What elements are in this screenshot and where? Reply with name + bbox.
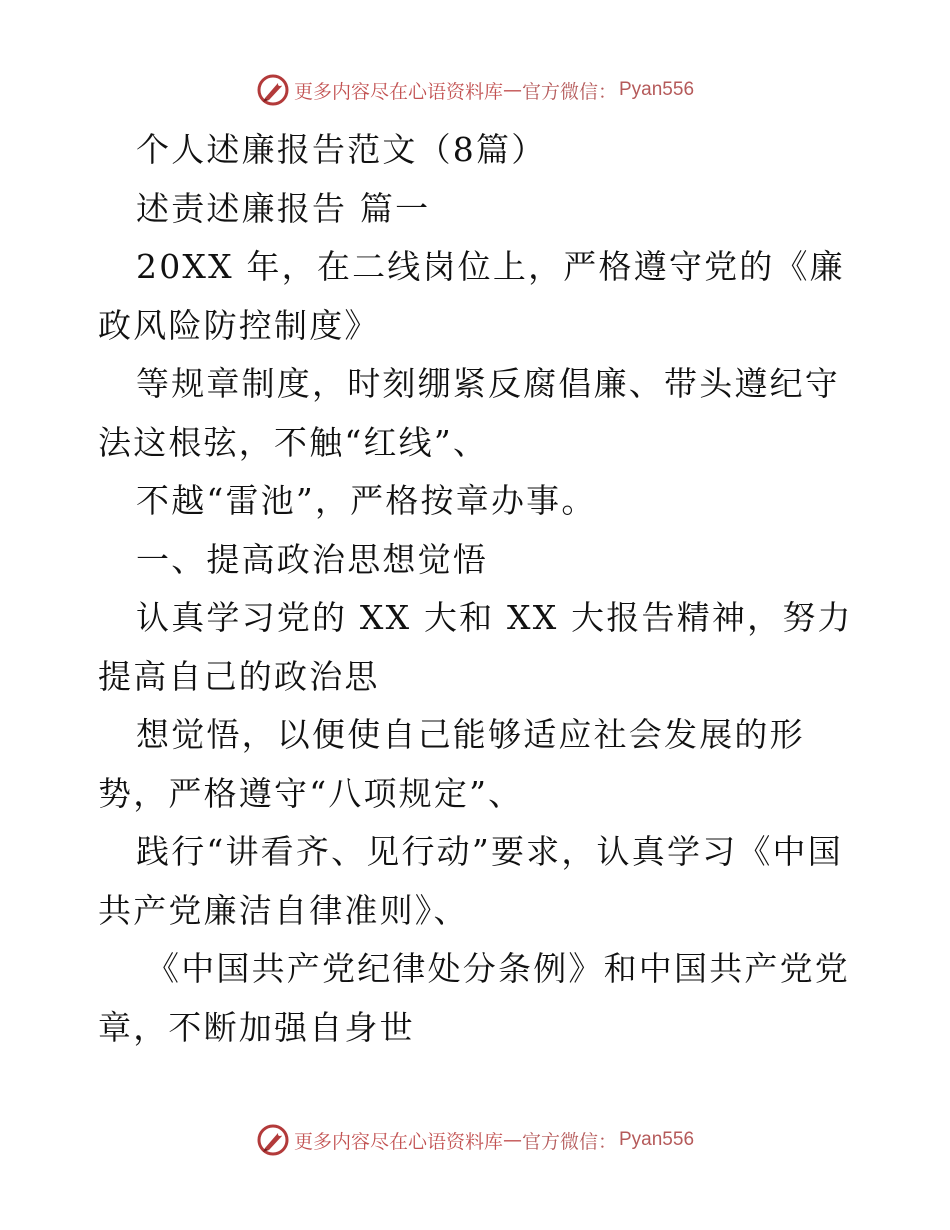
paragraph: 一、提高政治思想觉悟 bbox=[136, 539, 488, 579]
paragraph: 践行“讲看齐、见行动”要求，认真学习《中国共产党廉洁自律准则》、 bbox=[98, 832, 843, 930]
document-title: 个人述廉报告范文（8篇） bbox=[136, 130, 547, 169]
pen-circle-logo-icon bbox=[256, 73, 290, 107]
watermark-dash: — bbox=[502, 79, 522, 101]
paragraph: 20XX 年，在二线岗位上，严格遵守党的《廉政风险防控制度》 bbox=[98, 247, 845, 345]
paragraph: 认真学习党的 XX 大和 XX 大报告精神，努力提高自己的政治思 bbox=[98, 598, 853, 696]
document-body bbox=[98, 121, 858, 1057]
watermark-wechat-label: 官方微信： bbox=[521, 80, 617, 103]
watermark-account: Pyan556 bbox=[619, 79, 695, 100]
header-watermark bbox=[0, 70, 950, 110]
watermark-site-text: 更多内容尽在心语资料库 bbox=[293, 1130, 503, 1153]
section-heading: 述责述廉报告 篇一 bbox=[136, 188, 431, 228]
paragraph: 《中国共产党纪律处分条例》和中国共产党党章，不断加强自身世 bbox=[98, 949, 850, 1047]
watermark-wechat-label: 官方微信： bbox=[521, 1130, 617, 1153]
paragraph: 想觉悟，以便使自己能够适应社会发展的形势，严格遵守“八项规定”、 bbox=[98, 715, 805, 813]
footer-watermark bbox=[0, 1120, 950, 1160]
watermark-dash: — bbox=[502, 1129, 522, 1151]
pen-circle-logo-icon bbox=[256, 1123, 290, 1157]
paragraph: 不越“雷池”，严格按章办事。 bbox=[136, 481, 597, 520]
watermark-account: Pyan556 bbox=[619, 1129, 695, 1150]
watermark-site-text: 更多内容尽在心语资料库 bbox=[293, 80, 503, 103]
paragraph: 等规章制度，时刻绷紧反腐倡廉、带头遵纪守法这根弦，不触“红线”、 bbox=[98, 364, 840, 462]
